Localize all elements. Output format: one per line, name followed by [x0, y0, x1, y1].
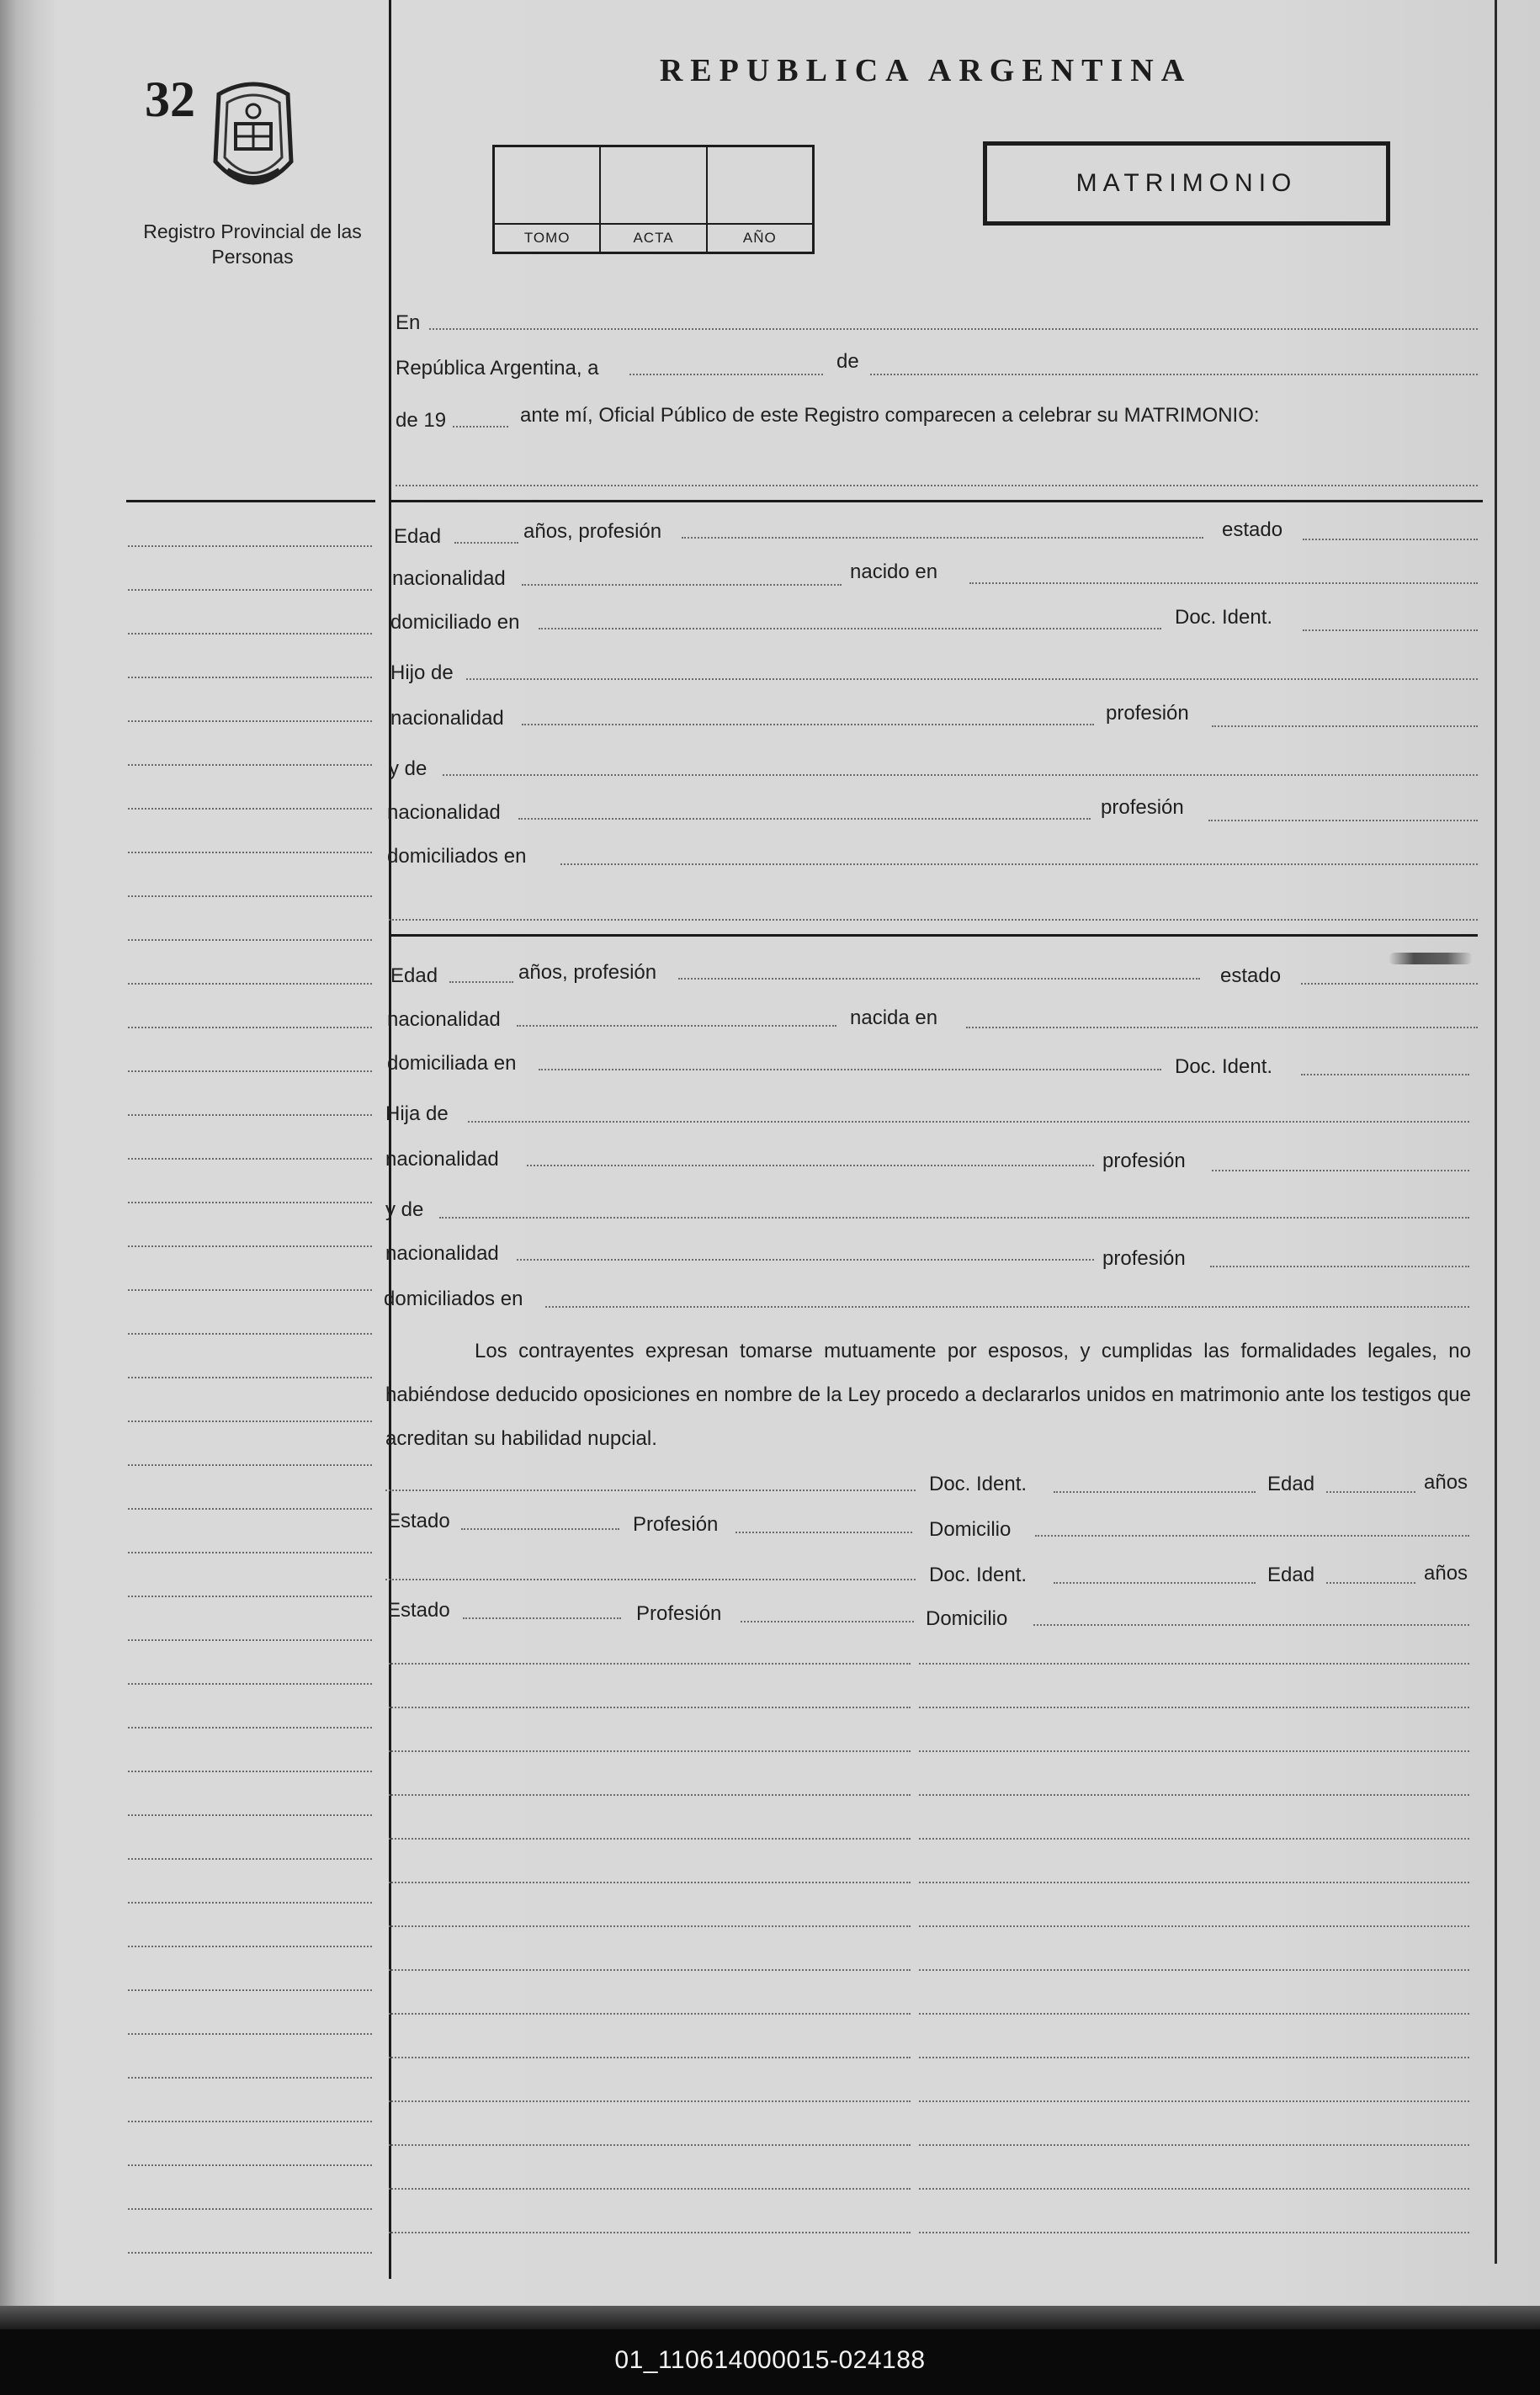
bride-anos-profesion-label: años, profesión [518, 961, 657, 984]
intro-year-field[interactable] [453, 426, 508, 427]
signature-line[interactable] [389, 2057, 911, 2058]
left-margin-top-rule [126, 500, 375, 502]
bride-nacionalidad-field[interactable] [517, 1025, 836, 1027]
bride-parents-domicilio-field[interactable] [545, 1306, 1469, 1308]
signature-line[interactable] [919, 1838, 1469, 1840]
witness1-doc-ident-field[interactable] [1054, 1491, 1256, 1493]
groom-anos-profesion-label: años, profesión [523, 520, 662, 543]
groom-domiciliado-en-label: domiciliado en [390, 611, 520, 634]
registry-name: Registro Provincial de las Personas [143, 220, 362, 268]
margin-line[interactable] [128, 633, 372, 635]
signature-line[interactable] [919, 1707, 1469, 1708]
bride-mother-nacionalidad-label: nacionalidad [385, 1242, 499, 1265]
ano-cell[interactable] [708, 147, 812, 252]
signature-line[interactable] [389, 1838, 911, 1840]
witness1-doc-ident-label: Doc. Ident. [929, 1473, 1028, 1495]
signature-line[interactable] [389, 2013, 911, 2015]
tomo-cell[interactable] [495, 147, 601, 252]
left-column-rule [389, 0, 391, 2279]
bride-father-profesion-field[interactable] [1212, 1170, 1469, 1171]
margin-line[interactable] [128, 2033, 372, 2035]
signature-line[interactable] [919, 2188, 1469, 2190]
ink-mark [1389, 953, 1473, 964]
margin-line[interactable] [128, 1333, 372, 1335]
intro-month-field[interactable] [870, 374, 1478, 375]
witness1-domicilio-field[interactable] [1035, 1535, 1469, 1537]
acta-cell[interactable] [601, 147, 707, 252]
margin-line[interactable] [128, 1858, 372, 1860]
signature-line[interactable] [919, 1794, 1469, 1796]
margin-line[interactable] [128, 1158, 372, 1160]
bride-nacionalidad-label: nacionalidad [387, 1008, 501, 1031]
page-number: 32 [145, 72, 195, 127]
groom-father-field[interactable] [466, 678, 1478, 680]
witness1-profesion-label: Profesión [633, 1513, 719, 1536]
witness2-estado-field[interactable] [463, 1617, 621, 1619]
signature-line[interactable] [919, 2144, 1469, 2146]
margin-line[interactable] [128, 1683, 372, 1685]
record-reference-box [492, 145, 815, 254]
groom-domiciliados-en-label: domiciliados en [387, 845, 527, 868]
margin-line[interactable] [128, 1377, 372, 1378]
signature-line[interactable] [919, 2232, 1469, 2233]
margin-line[interactable] [128, 1902, 372, 1904]
bride-nacida-en-field[interactable] [966, 1027, 1478, 1028]
witness1-profesion-field[interactable] [735, 1532, 912, 1533]
witness2-profesion-label: Profesión [636, 1602, 722, 1625]
groom-mother-nacionalidad-label: nacionalidad [387, 801, 501, 824]
groom-extra-line[interactable] [389, 919, 1478, 921]
margin-line[interactable] [128, 720, 372, 722]
tomo-label: TOMO [495, 223, 599, 252]
groom-doc-ident-label: Doc. Ident. [1175, 606, 1273, 629]
signature-line[interactable] [919, 1750, 1469, 1752]
groom-mother-nacionalidad-field[interactable] [518, 818, 1091, 820]
intro-de-label: de [836, 350, 859, 373]
signature-line[interactable] [919, 2013, 1469, 2015]
margin-line[interactable] [128, 808, 372, 810]
signature-line[interactable] [389, 2232, 911, 2233]
declaration-text [385, 1330, 1471, 1461]
groom-father-profesion-label: profesión [1106, 702, 1189, 725]
groom-estado-label: estado [1222, 518, 1283, 541]
margin-line[interactable] [128, 1946, 372, 1947]
margin-line[interactable] [128, 589, 372, 591]
signature-line[interactable] [919, 2057, 1469, 2058]
signature-line[interactable] [919, 2100, 1469, 2102]
bride-estado-label: estado [1220, 964, 1282, 987]
margin-line[interactable] [128, 2252, 372, 2254]
signature-line[interactable] [389, 2100, 911, 2102]
groom-edad-label: Edad [394, 525, 442, 548]
provincial-seal-icon [202, 77, 305, 204]
intro-day-field[interactable] [629, 374, 823, 375]
margin-line[interactable] [128, 1289, 372, 1291]
margin-line[interactable] [128, 1202, 372, 1203]
intro-en-label: En [396, 311, 421, 334]
margin-line[interactable] [128, 1508, 372, 1510]
witness2-name-field[interactable] [385, 1579, 916, 1580]
witness1-edad-field[interactable] [1326, 1491, 1415, 1493]
bride-mother-field[interactable] [439, 1217, 1469, 1219]
page-shadow [0, 2306, 1540, 2329]
witness2-doc-ident-field[interactable] [1054, 1582, 1256, 1584]
groom-parents-domicilio-field[interactable] [560, 863, 1478, 865]
groom-mother-field[interactable] [443, 774, 1478, 776]
signature-line[interactable] [389, 1707, 911, 1708]
intro-year-label: de 19 [396, 409, 447, 432]
groom-nacido-en-field[interactable] [969, 582, 1478, 584]
signature-line[interactable] [389, 1663, 911, 1665]
bride-y-de-label: y de [385, 1198, 424, 1221]
bride-domiciliados-en-label: domiciliados en [384, 1288, 523, 1310]
groom-nacionalidad-label: nacionalidad [392, 567, 506, 590]
bride-estado-field[interactable] [1301, 983, 1478, 985]
witness2-edad-label: Edad [1267, 1564, 1315, 1586]
margin-line[interactable] [128, 1989, 372, 1991]
intro-ante-text: ante mí, Oficial Público de este Registro comparecen a celebrar su MATRIMONIO: [520, 404, 1260, 427]
signature-line[interactable] [389, 1794, 911, 1796]
groom-nacido-en-label: nacido en [850, 560, 938, 583]
margin-line[interactable] [128, 852, 372, 853]
bride-nacida-en-label: nacida en [850, 1006, 938, 1029]
groom-nacionalidad-field[interactable] [522, 584, 842, 586]
country-heading: REPUBLICA ARGENTINA [659, 53, 1192, 88]
margin-line[interactable] [128, 939, 372, 941]
groom-profesion-field[interactable] [682, 537, 1203, 539]
margin-line[interactable] [128, 1771, 372, 1772]
bride-father-nacionalidad-label: nacionalidad [385, 1148, 499, 1171]
witness1-name-field[interactable] [385, 1490, 916, 1491]
signature-line[interactable] [919, 1969, 1469, 1971]
intro-republica-label: República Argentina, a [396, 357, 599, 380]
bride-section-rule [389, 934, 1478, 937]
groom-mother-profesion-field[interactable] [1208, 820, 1478, 821]
bride-doc-ident-label: Doc. Ident. [1175, 1055, 1273, 1078]
ano-label: AÑO [708, 223, 812, 252]
bride-domiciliada-en-label: domiciliada en [387, 1052, 517, 1075]
intro-extra-line[interactable] [396, 485, 1478, 486]
signature-line[interactable] [919, 1925, 1469, 1927]
signature-line[interactable] [389, 1750, 911, 1752]
bride-mother-profesion-field[interactable] [1210, 1266, 1469, 1267]
margin-line[interactable] [128, 677, 372, 678]
groom-domicilio-field[interactable] [539, 628, 1161, 629]
groom-y-de-label: y de [389, 757, 427, 780]
groom-mother-profesion-label: profesión [1101, 796, 1184, 819]
signature-line[interactable] [389, 2144, 911, 2146]
declaration-body: Los contrayentes expresan tomarse mutuamente por esposos, y cumplidas las formalidades legales, no habiéndose deducido oposiciones en nombre de la Ley procedo a declararlos unidos en matrimonio ante los testigos que acreditan su habilidad nupcial. [385, 1340, 1471, 1450]
record-type-box: MATRIMONIO [983, 141, 1390, 226]
bride-domicilio-field[interactable] [539, 1069, 1161, 1070]
witness2-profesion-field[interactable] [741, 1621, 914, 1622]
groom-section-rule [389, 500, 1483, 502]
margin-line[interactable] [128, 1245, 372, 1247]
groom-estado-field[interactable] [1303, 539, 1478, 540]
margin-line[interactable] [128, 1639, 372, 1641]
margin-line[interactable] [128, 1727, 372, 1729]
signature-line[interactable] [919, 1882, 1469, 1883]
signature-line[interactable] [389, 2188, 911, 2190]
witness2-doc-ident-label: Doc. Ident. [929, 1564, 1028, 1586]
margin-line[interactable] [128, 1596, 372, 1597]
witness2-anos-label: años [1424, 1562, 1468, 1585]
signature-line[interactable] [389, 1882, 911, 1883]
intro-en-field[interactable] [429, 328, 1478, 330]
margin-line[interactable] [128, 1464, 372, 1466]
margin-line[interactable] [128, 2077, 372, 2079]
witness1-edad-label: Edad [1267, 1473, 1315, 1495]
bride-father-nacionalidad-field[interactable] [527, 1165, 1094, 1166]
witness2-edad-field[interactable] [1326, 1582, 1415, 1584]
witness2-estado-label: Estado [387, 1599, 450, 1622]
margin-line[interactable] [128, 2164, 372, 2166]
margin-line[interactable] [128, 545, 372, 547]
signature-line[interactable] [389, 1925, 911, 1927]
bride-profesion-field[interactable] [678, 978, 1200, 980]
groom-father-nacionalidad-field[interactable] [522, 724, 1094, 725]
bride-doc-ident-field[interactable] [1301, 1074, 1469, 1075]
witness1-anos-label: años [1424, 1471, 1468, 1494]
bride-father-field[interactable] [468, 1121, 1469, 1123]
bride-mother-nacionalidad-field[interactable] [517, 1259, 1094, 1261]
witness1-domicilio-label: Domicilio [929, 1518, 1012, 1541]
margin-line[interactable] [128, 2208, 372, 2210]
margin-line[interactable] [128, 1814, 372, 1816]
margin-line[interactable] [128, 1027, 372, 1028]
signature-line[interactable] [919, 1663, 1469, 1665]
groom-doc-ident-field[interactable] [1303, 629, 1478, 631]
margin-line[interactable] [128, 1070, 372, 1072]
margin-line[interactable] [128, 1552, 372, 1553]
margin-line[interactable] [128, 2121, 372, 2122]
margin-line[interactable] [128, 1421, 372, 1422]
bride-edad-field[interactable] [449, 981, 513, 983]
groom-hijo-de-label: Hijo de [390, 661, 454, 684]
witness1-estado-label: Estado [387, 1510, 450, 1532]
groom-edad-field[interactable] [454, 542, 518, 544]
right-margin-rule [1495, 0, 1497, 2264]
margin-line[interactable] [128, 983, 372, 985]
groom-father-nacionalidad-label: nacionalidad [390, 707, 504, 730]
bride-mother-profesion-label: profesión [1102, 1247, 1186, 1270]
groom-father-profesion-field[interactable] [1212, 725, 1478, 727]
book-binding-edge [0, 0, 54, 2395]
acta-label: ACTA [601, 223, 705, 252]
witness2-domicilio-field[interactable] [1033, 1624, 1469, 1626]
witness2-domicilio-label: Domicilio [926, 1607, 1008, 1630]
signature-line[interactable] [389, 1969, 911, 1971]
bride-father-profesion-label: profesión [1102, 1150, 1186, 1172]
bride-edad-label: Edad [390, 964, 438, 987]
margin-line[interactable] [128, 764, 372, 766]
witness1-estado-field[interactable] [461, 1528, 619, 1530]
bride-hija-de-label: Hija de [385, 1102, 449, 1125]
margin-line[interactable] [128, 895, 372, 897]
scan-caption: 01_110614000015-024188 [614, 2346, 926, 2374]
margin-line[interactable] [128, 1114, 372, 1116]
